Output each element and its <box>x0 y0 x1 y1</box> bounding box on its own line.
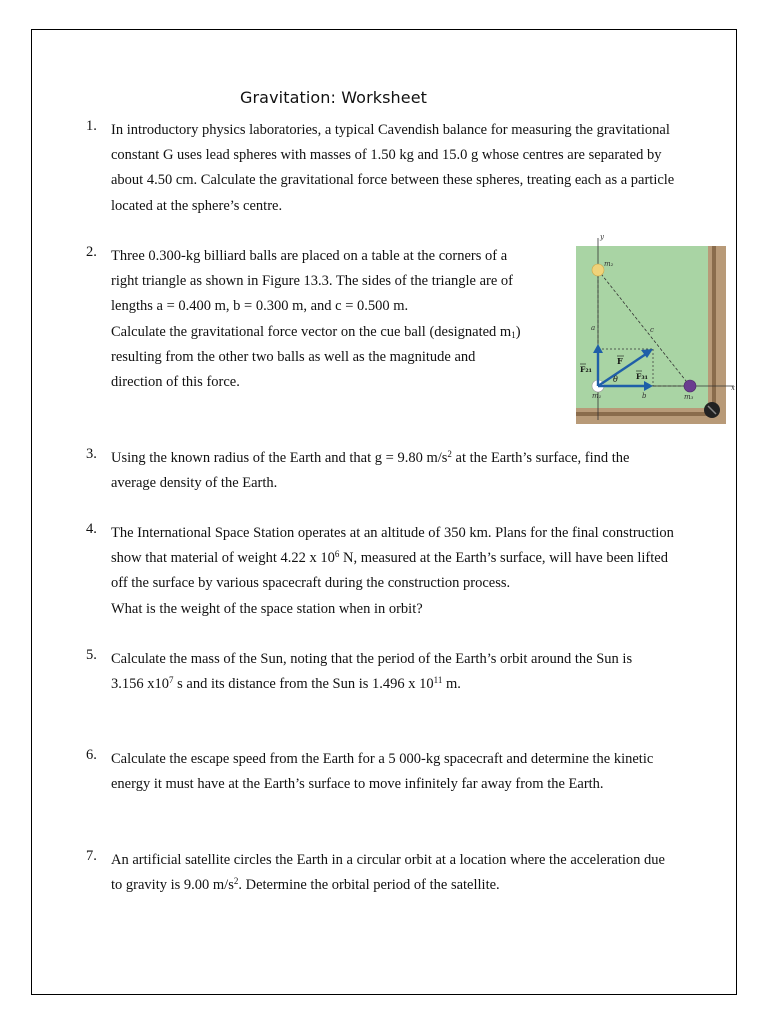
label-m2: m₂ <box>604 260 614 268</box>
question-text-line: energy it must have at the Earth’s surface to move infinitely far away from the Earth. <box>111 776 604 793</box>
superscript: 11 <box>433 675 443 686</box>
question-1 <box>86 118 726 219</box>
question-number: 2. <box>86 244 97 260</box>
question-text: s and its distance from the Sun is 1.496 x 10 <box>173 676 434 693</box>
table-rail-bottom-edge <box>576 412 712 416</box>
question-text-line <box>111 446 726 471</box>
question-text: 3.156 x10 <box>111 676 169 693</box>
question-6 <box>86 747 726 797</box>
superscript: 2 <box>447 449 452 459</box>
question-text-line: average density of the Earth. <box>111 475 278 492</box>
question-text-line: What is the weight of the space station when in orbit? <box>111 600 423 617</box>
question-4 <box>86 521 726 622</box>
question-text-line: Calculate the mass of the Sun, noting that the period of the Earth’s orbit around the Sun is <box>111 651 633 667</box>
question-text-line <box>111 546 726 571</box>
question-text: ) <box>515 323 521 340</box>
question-text: Using the known radius of the Earth and that g = 9.80 m/s <box>111 450 448 466</box>
label-f31: F₃₁ <box>636 372 648 381</box>
page-title: Gravitation: Worksheet <box>240 88 428 107</box>
x-axis-label: x <box>731 384 735 392</box>
question-text-line: off the surface by various spacecraft during the construction process. <box>111 575 511 592</box>
label-m1: m₁ <box>592 392 602 400</box>
question-text-line: The International Space Station operates at an altitude of 350 km. Plans for the final construction <box>111 525 674 541</box>
question-text-line: Calculate the escape speed from the Earth for a 5 000-kg spacecraft and determine the kinetic <box>111 751 654 767</box>
subscript: 1 <box>511 329 516 340</box>
label-a: a <box>591 324 596 332</box>
superscript: 7 <box>169 675 174 686</box>
superscript: 2 <box>233 876 239 887</box>
superscript: 6 <box>334 549 340 560</box>
label-f21: F₂₁ <box>580 365 592 374</box>
question-5 <box>86 647 726 697</box>
question-text: at the Earth’s surface, find the <box>451 450 630 466</box>
ball-m2 <box>592 264 604 276</box>
question-7 <box>86 848 726 898</box>
question-text-line <box>111 873 726 898</box>
question-text-line <box>111 672 726 697</box>
question-text-line: Three 0.300-kg billiard balls are placed on a table at the corners of a <box>111 248 508 264</box>
question-number: 3. <box>86 446 97 462</box>
question-number: 1. <box>86 118 97 134</box>
question-text-line: In introductory physics laboratories, a typical Cavendish balance for measuring the gravitational <box>111 122 670 138</box>
question-text: show that material of weight 4.22 x 10 <box>111 550 335 567</box>
question-text: . Determine the orbital period of the satellite. <box>238 877 500 894</box>
question-3 <box>86 446 726 496</box>
label-c: c <box>650 326 654 334</box>
label-f: F <box>617 356 623 366</box>
question-text-line: lengths a = 0.400 m, b = 0.300 m, and c = 0.500 m. <box>111 298 409 315</box>
billiard-triangle-figure <box>562 230 740 426</box>
label-theta: θ <box>613 375 618 384</box>
question-number: 6. <box>86 747 97 763</box>
question-text: m. <box>442 676 461 693</box>
question-number: 7. <box>86 848 97 864</box>
question-text-line <box>111 320 546 345</box>
question-text-line: An artificial satellite circles the Earth in a circular orbit at a location where the acceleration due <box>111 852 665 868</box>
label-m3: m₃ <box>684 393 694 401</box>
question-text-line: constant G uses lead spheres with masses of 1.50 kg and 15.0 g whose centres are separated by <box>111 147 662 164</box>
question-text-line: right triangle as shown in Figure 13.3. The sides of the triangle are of <box>111 273 514 290</box>
table-rail-right <box>708 246 726 424</box>
label-b: b <box>642 392 647 400</box>
table-rail-edge <box>712 246 716 424</box>
question-text: Calculate the gravitational force vector on the cue ball (designated m <box>111 323 512 340</box>
question-text: to gravity is 9.00 m/s <box>111 877 234 894</box>
question-text-line: direction of this force. <box>111 373 240 390</box>
ball-m3 <box>684 380 696 392</box>
question-2 <box>86 244 546 395</box>
question-text-line: located at the sphere’s centre. <box>111 197 283 214</box>
question-number: 5. <box>86 647 97 663</box>
question-text-line: resulting from the other two balls as well as the magnitude and <box>111 348 476 365</box>
question-number: 4. <box>86 521 97 537</box>
question-text-line: about 4.50 cm. Calculate the gravitational force between these spheres, treating each as a particle <box>111 172 675 189</box>
question-text: N, measured at the Earth’s surface, will have been lifted <box>339 550 668 567</box>
y-axis-label: y <box>600 233 604 241</box>
